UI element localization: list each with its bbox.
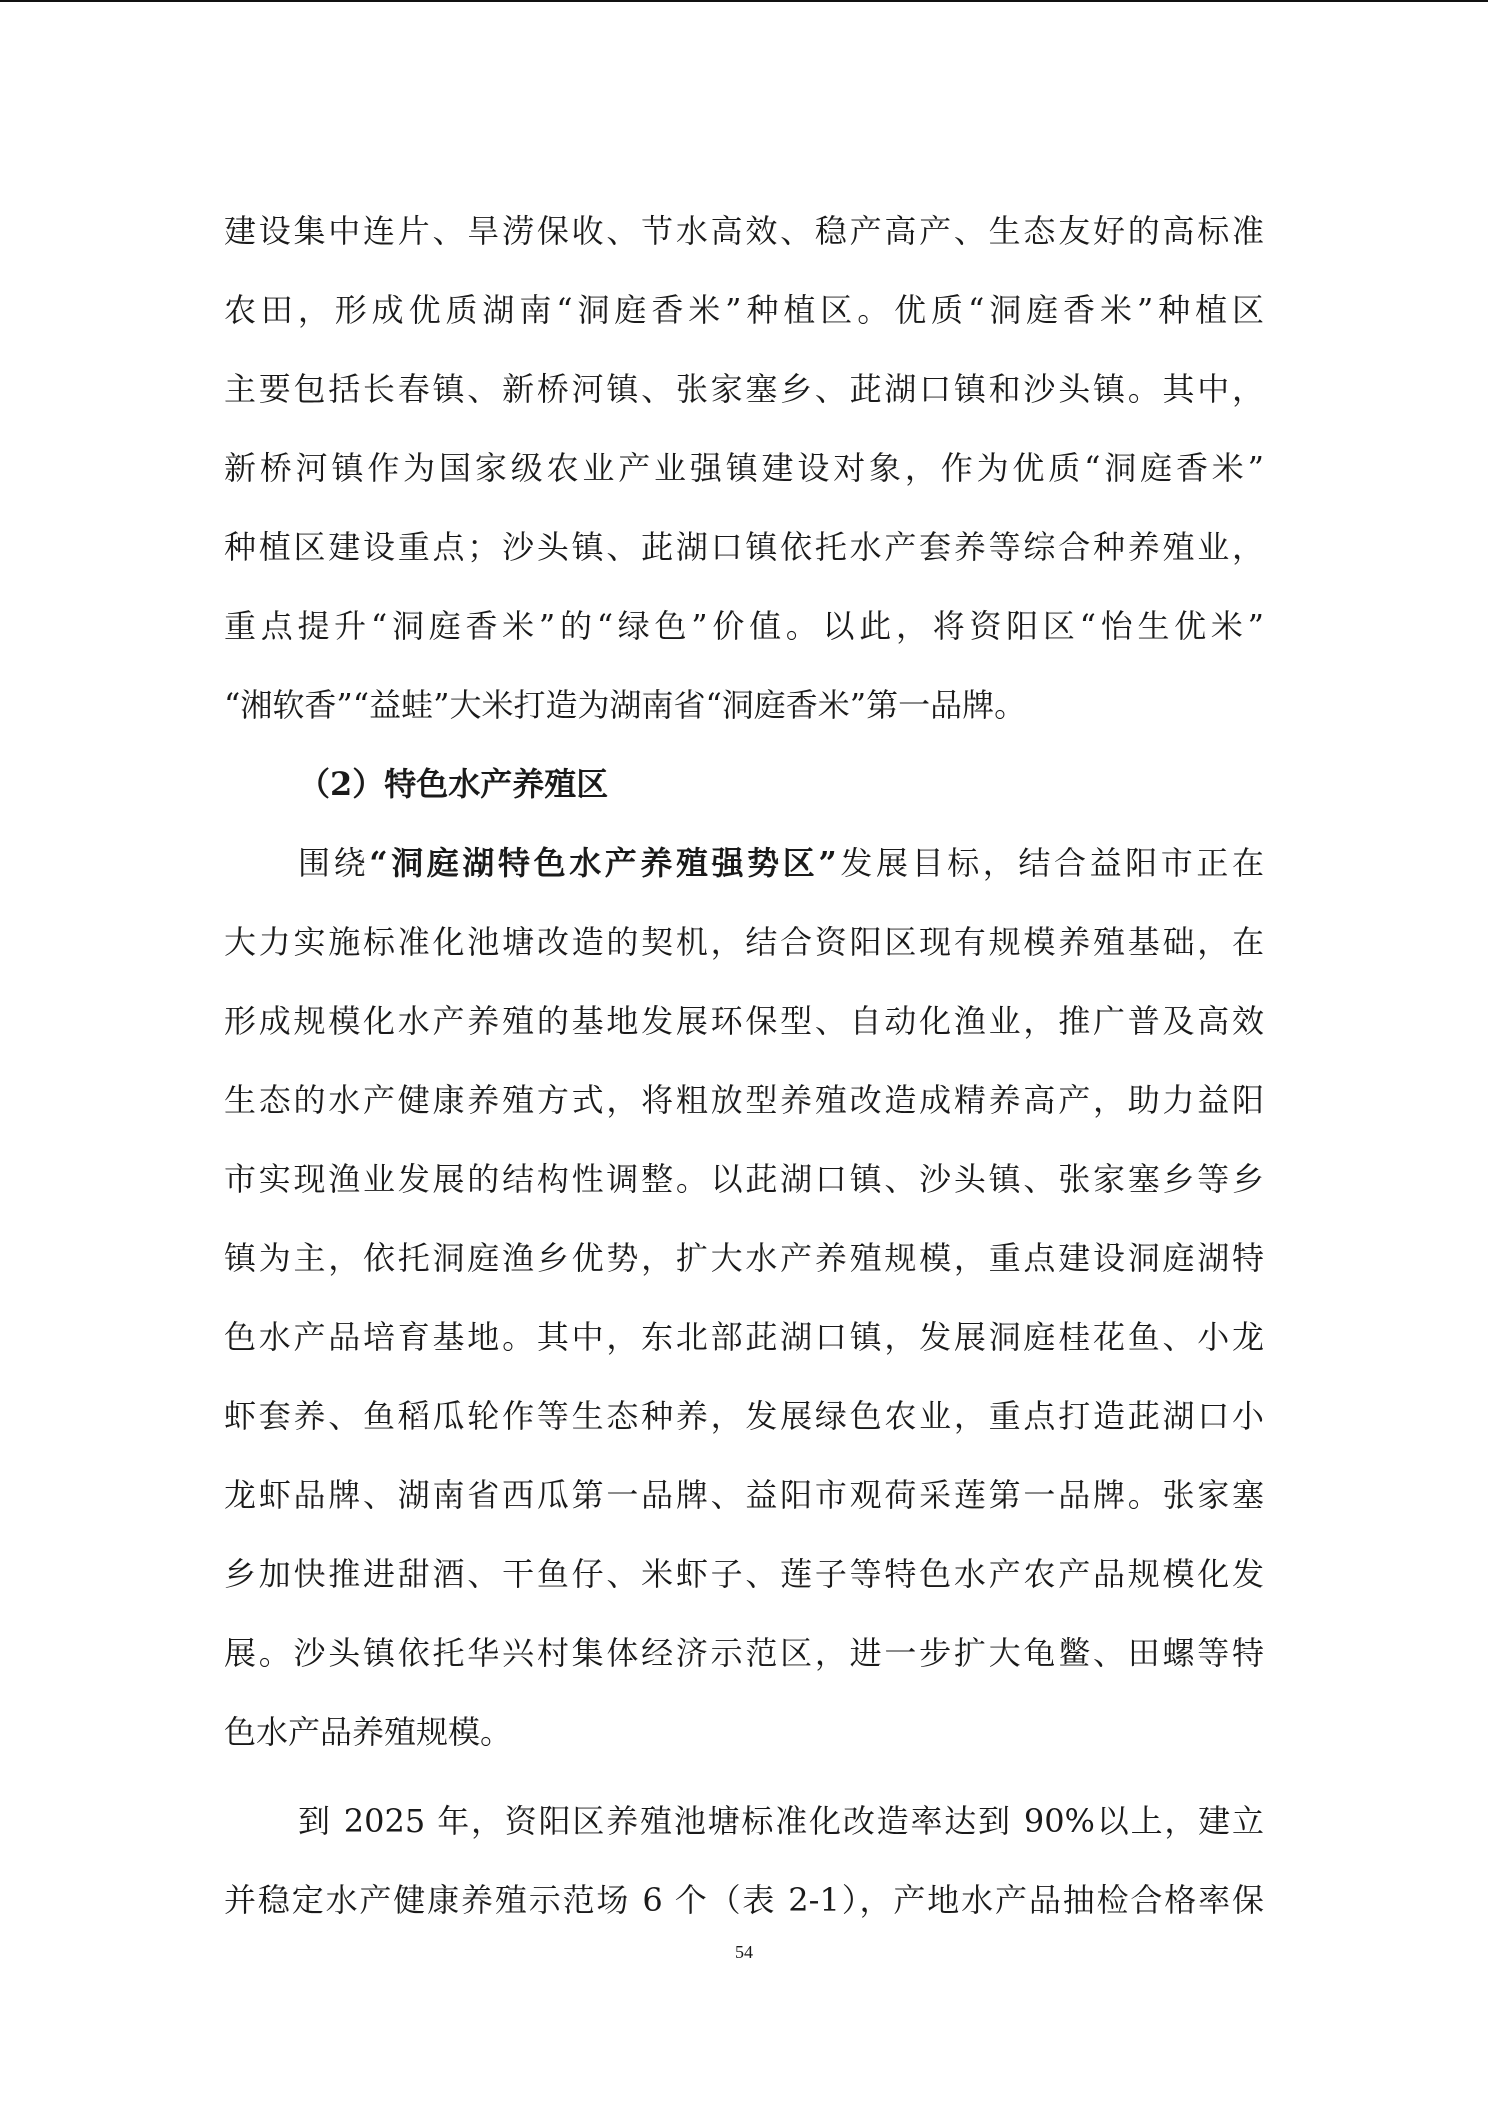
text-line: 建设集中连片、旱涝保收、节水高效、稳产高产、生态友好的高标准: [224, 212, 1264, 250]
text-line: 展。沙头镇依托华兴村集体经济示范区，进一步扩大龟鳖、田螺等特: [224, 1634, 1264, 1672]
text-line: 主要包括长春镇、新桥河镇、张家塞乡、茈湖口镇和沙头镇。其中，: [224, 370, 1264, 408]
text-line: 虾套养、鱼稻瓜轮作等生态种养，发展绿色农业，重点打造茈湖口小: [224, 1397, 1264, 1435]
text-span: 发展目标，结合益阳市正在: [836, 844, 1264, 882]
text-line: 农田，形成优质湖南“洞庭香米”种植区。优质“洞庭香米”种植区: [224, 291, 1264, 329]
text-span: 围绕: [298, 844, 370, 882]
text-line: 形成规模化水产养殖的基地发展环保型、自动化渔业，推广普及高效: [224, 1002, 1264, 1040]
text-line: [298, 824, 1264, 903]
text-line: “湘软香”“益蛙”大米打造为湖南省“洞庭香米”第一品牌。: [224, 686, 1027, 724]
text-line: 镇为主，依托洞庭渔乡优势，扩大水产养殖规模，重点建设洞庭湖特: [224, 1239, 1264, 1277]
text-line: 色水产品培育基地。其中，东北部茈湖口镇，发展洞庭桂花鱼、小龙: [224, 1318, 1264, 1356]
text-line: 新桥河镇作为国家级农业产业强镇建设对象，作为优质“洞庭香米”: [224, 449, 1264, 487]
text-line: 重点提升“洞庭香米”的“绿色”价值。以此，将资阳区“怡生优米”: [224, 607, 1264, 645]
text-line: 色水产品养殖规模。: [224, 1713, 513, 1751]
text-line: 乡加快推进甜酒、干鱼仔、米虾子、莲子等特色水产农产品规模化发: [224, 1555, 1264, 1593]
emphasis-text: “洞庭湖特色水产养殖强势区”: [369, 844, 837, 882]
text-line: 大力实施标准化池塘改造的契机，结合资阳区现有规模养殖基础，在: [224, 923, 1264, 961]
section-heading: （2）特色水产养殖区: [298, 765, 609, 803]
text-line: 并稳定水产健康养殖示范场 6 个（表 2-1），产地水产品抽检合格率保: [224, 1881, 1264, 1919]
text-line: 市实现渔业发展的结构性调整。以茈湖口镇、沙头镇、张家塞乡等乡: [224, 1160, 1264, 1198]
text-line: 种植区建设重点；沙头镇、茈湖口镇依托水产套养等综合种养殖业，: [224, 528, 1264, 566]
text-line: 到 2025 年，资阳区养殖池塘标准化改造率达到 90%以上，建立: [298, 1802, 1264, 1840]
text-line: 龙虾品牌、湖南省西瓜第一品牌、益阳市观荷采莲第一品牌。张家塞: [224, 1476, 1264, 1514]
page-number: 54: [735, 1942, 753, 1962]
text-line: 生态的水产健康养殖方式，将粗放型养殖改造成精养高产，助力益阳: [224, 1081, 1264, 1119]
